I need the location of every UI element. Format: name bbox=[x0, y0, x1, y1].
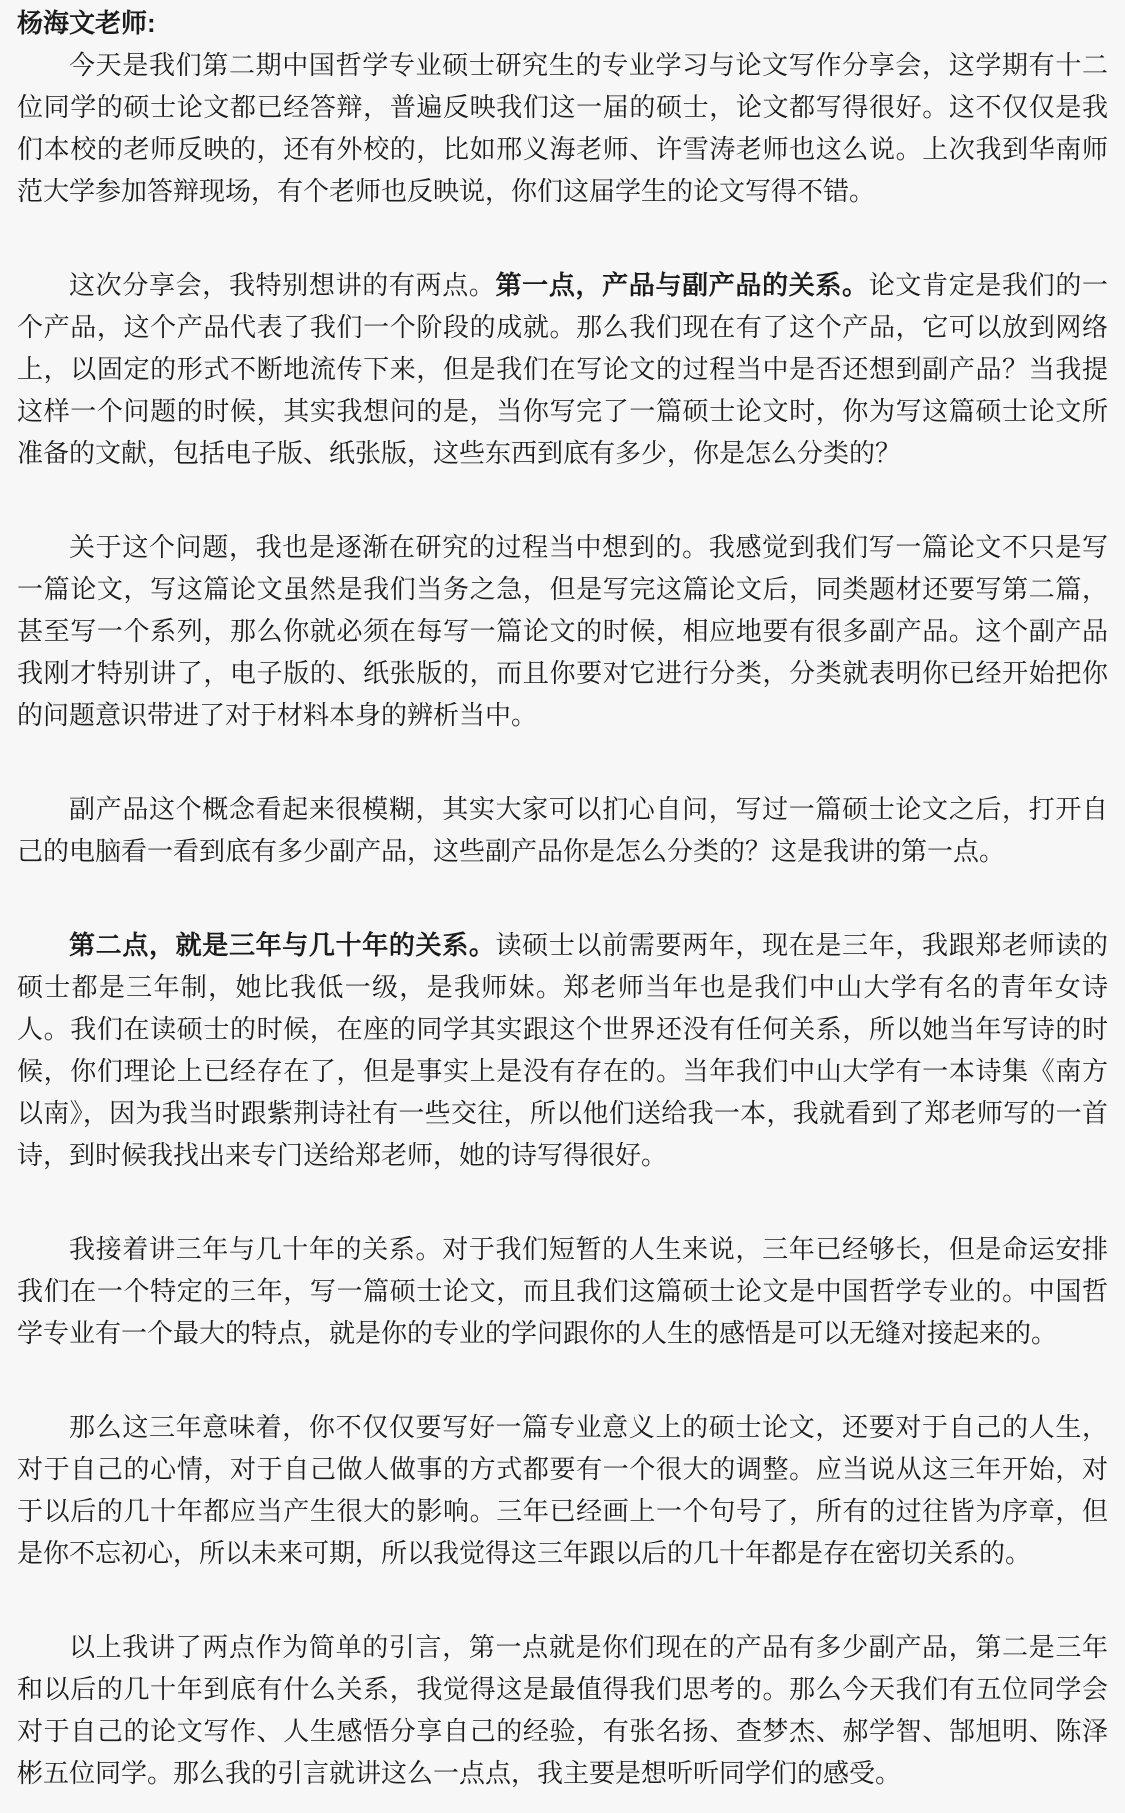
paragraph-7 bbox=[17, 1406, 1108, 1574]
speaker-name: 杨海文老师: bbox=[17, 8, 156, 38]
paragraph-8 bbox=[17, 1626, 1108, 1794]
paragraph-5-text: 读硕士以前需要两年，现在是三年，我跟郑老师读的硕士都是三年制，她比我低一级，是我师妹。郑老师当年也是我们中山大学有名的青年女诗人。我们在读硕士的时候，在座的同学其实跟这个世界还没有任何关系，所以她当年写诗的时候，你们理论上已经存在了，但是事实上是没有存在的。当年我们中山大学有一本诗集《南方以南》，因为我当时跟紫荆诗社有一些交往，所以他们送给我一本，我就看到了郑老师写的一首诗，到时候我找出来专门送给郑老师，她的诗写得很好。 bbox=[17, 930, 1108, 1170]
paragraph-4-text: 副产品这个概念看起来很模糊，其实大家可以扪心自问，写过一篇硕士论文之后，打开自己的电脑看一看到底有多少副产品，这些副产品你是怎么分类的？这是我讲的第一点。 bbox=[17, 794, 1108, 866]
paragraph-8-text: 以上我讲了两点作为简单的引言，第一点就是你们现在的产品有多少副产品，第二是三年和以后的几十年到底有什么关系，我觉得这是最值得我们思考的。那么今天我们有五位同学会对于自己的论文写作、人生感悟分享自己的经验，有张名扬、查梦杰、郝学智、郜旭明、陈泽彬五位同学。那么我的引言就讲这么一点点，我主要是想听听同学们的感受。 bbox=[17, 1632, 1108, 1788]
paragraph-7-text: 那么这三年意味着，你不仅仅要写好一篇专业意义上的硕士论文，还要对于自己的人生，对于自己的心情，对于自己做人做事的方式都要有一个很大的调整。应当说从这三年开始，对于以后的几十年都应当产生很大的影响。三年已经画上一个句号了，所有的过往皆为序章，但是你不忘初心，所以未来可期，所以我觉得这三年跟以后的几十年都是存在密切关系的。 bbox=[17, 1412, 1108, 1568]
paragraph-1 bbox=[17, 44, 1108, 212]
paragraph-6-text: 我接着讲三年与几十年的关系。对于我们短暂的人生来说，三年已经够长，但是命运安排我们在一个特定的三年，写一篇硕士论文，而且我们这篇硕士论文是中国哲学专业的。中国哲学专业有一个最大的特点，就是你的专业的学问跟你的人生的感悟是可以无缝对接起来的。 bbox=[17, 1234, 1108, 1348]
paragraph-2-bold-heading: 第一点，产品与副产品的关系。 bbox=[495, 270, 869, 300]
paragraph-5 bbox=[17, 924, 1108, 1176]
paragraph-2-text: 这次分享会，我特别想讲的有两点。 bbox=[69, 270, 496, 300]
paragraph-1-text: 今天是我们第二期中国哲学专业硕士研究生的专业学习与论文写作分享会，这学期有十二位同学的硕士论文都已经答辩，普遍反映我们这一届的硕士，论文都写得很好。这不仅仅是我们本校的老师反映的，还有外校的，比如邢义海老师、许雪涛老师也这么说。上次我到华南师范大学参加答辩现场，有个老师也反映说，你们这届学生的论文写得不错。 bbox=[17, 50, 1108, 206]
paragraph-4 bbox=[17, 788, 1108, 872]
paragraph-2 bbox=[17, 264, 1108, 474]
paragraph-3-text: 关于这个问题，我也是逐渐在研究的过程当中想到的。我感觉到我们写一篇论文不只是写一篇论文，写这篇论文虽然是我们当务之急，但是写完这篇论文后，同类题材还要写第二篇，甚至写一个系列，那么你就必须在每写一篇论文的时候，相应地要有很多副产品。这个副产品我刚才特别讲了，电子版的、纸张版的，而且你要对它进行分类，分类就表明你已经开始把你的问题意识带进了对于材料本身的辨析当中。 bbox=[17, 532, 1108, 730]
paragraph-2-text-cont: 论文肯定是我们的一个产品，这个产品代表了我们一个阶段的成就。那么我们现在有了这个产品，它可以放到网络上，以固定的形式不断地流传下来，但是我们在写论文的过程当中是否还想到副产品？当我提这样一个问题的时候，其实我想问的是，当你写完了一篇硕士论文时，你为写这篇硕士论文所准备的文献，包括电子版、纸张版，这些东西到底有多少，你是怎么分类的？ bbox=[17, 270, 1108, 468]
paragraph-5-bold-heading: 第二点，就是三年与几十年的关系。 bbox=[69, 930, 496, 960]
paragraph-3 bbox=[17, 526, 1108, 736]
paragraph-6 bbox=[17, 1228, 1108, 1354]
